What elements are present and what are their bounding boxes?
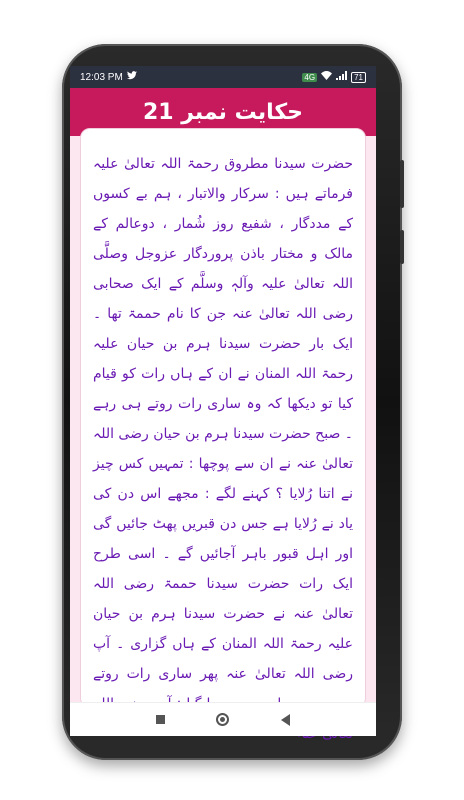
- battery-icon: 71: [351, 72, 366, 83]
- navigation-bar: [70, 702, 376, 736]
- signal-badge: 4G: [304, 72, 316, 82]
- back-triangle-icon[interactable]: [281, 714, 290, 726]
- status-bar: [70, 66, 376, 88]
- twitter-icon: [127, 71, 137, 83]
- power-button: [400, 230, 404, 264]
- status-time: 12:03 PM: [80, 71, 123, 83]
- screen: [70, 66, 376, 736]
- wifi-icon: [321, 71, 332, 83]
- recents-square-icon[interactable]: [156, 715, 165, 724]
- home-circle-icon[interactable]: [216, 713, 229, 726]
- page-title: حکایت نمبر 21: [142, 99, 304, 125]
- signal-bars-icon: [336, 71, 347, 83]
- story-card[interactable]: [80, 128, 366, 708]
- volume-button: [400, 160, 404, 208]
- story-text: حضرت سیدنا مطروق رحمۃ اللہ تعالیٰ علیہ فرماتے ہیں : سرکار والاتبار ، ہم بے کسوں کے مددگار ، شفیع روز شُمار ، دوعالم کے مالک و مختار باذن پروردگار عزوجل وصلَّی اللہ تعالیٰ علیہ وآلہٖ وسلَّم کے ایک صحابی رضی اللہ تعالیٰ عنہ جن کا نام حممۃ تھا ۔ ایک بار حضرت سیدنا ہرم بن حیان علیہ رحمۃ اللہ المنان نے ان کے ہاں رات کو قیام کیا تو دیکھا کہ وہ ساری رات روتے ہی رہے ۔ صبح حضرت سیدنا ہرم بن حیان رضی اللہ تعالیٰ عنہ نے ان سے پوچھا : تمہیں کس چیز نے اتنا رُلایا ؟ کہنے لگے : مجھے اس دن کی یاد نے رُلایا ہے جس دن قبریں پھٹ جائیں گی اور اہل قبور باہر آجائیں گے ۔ اسی طرح ایک رات حضرت سیدنا حممۃ رضی اللہ تعالیٰ عنہ نے حضرت سیدنا ہرم بن حیان علیہ رحمۃ اللہ المنان کے ہاں گزاری ۔ آپ رضی اللہ تعالیٰ عنہ پھر ساری رات روتے: [92, 156, 353, 682]
